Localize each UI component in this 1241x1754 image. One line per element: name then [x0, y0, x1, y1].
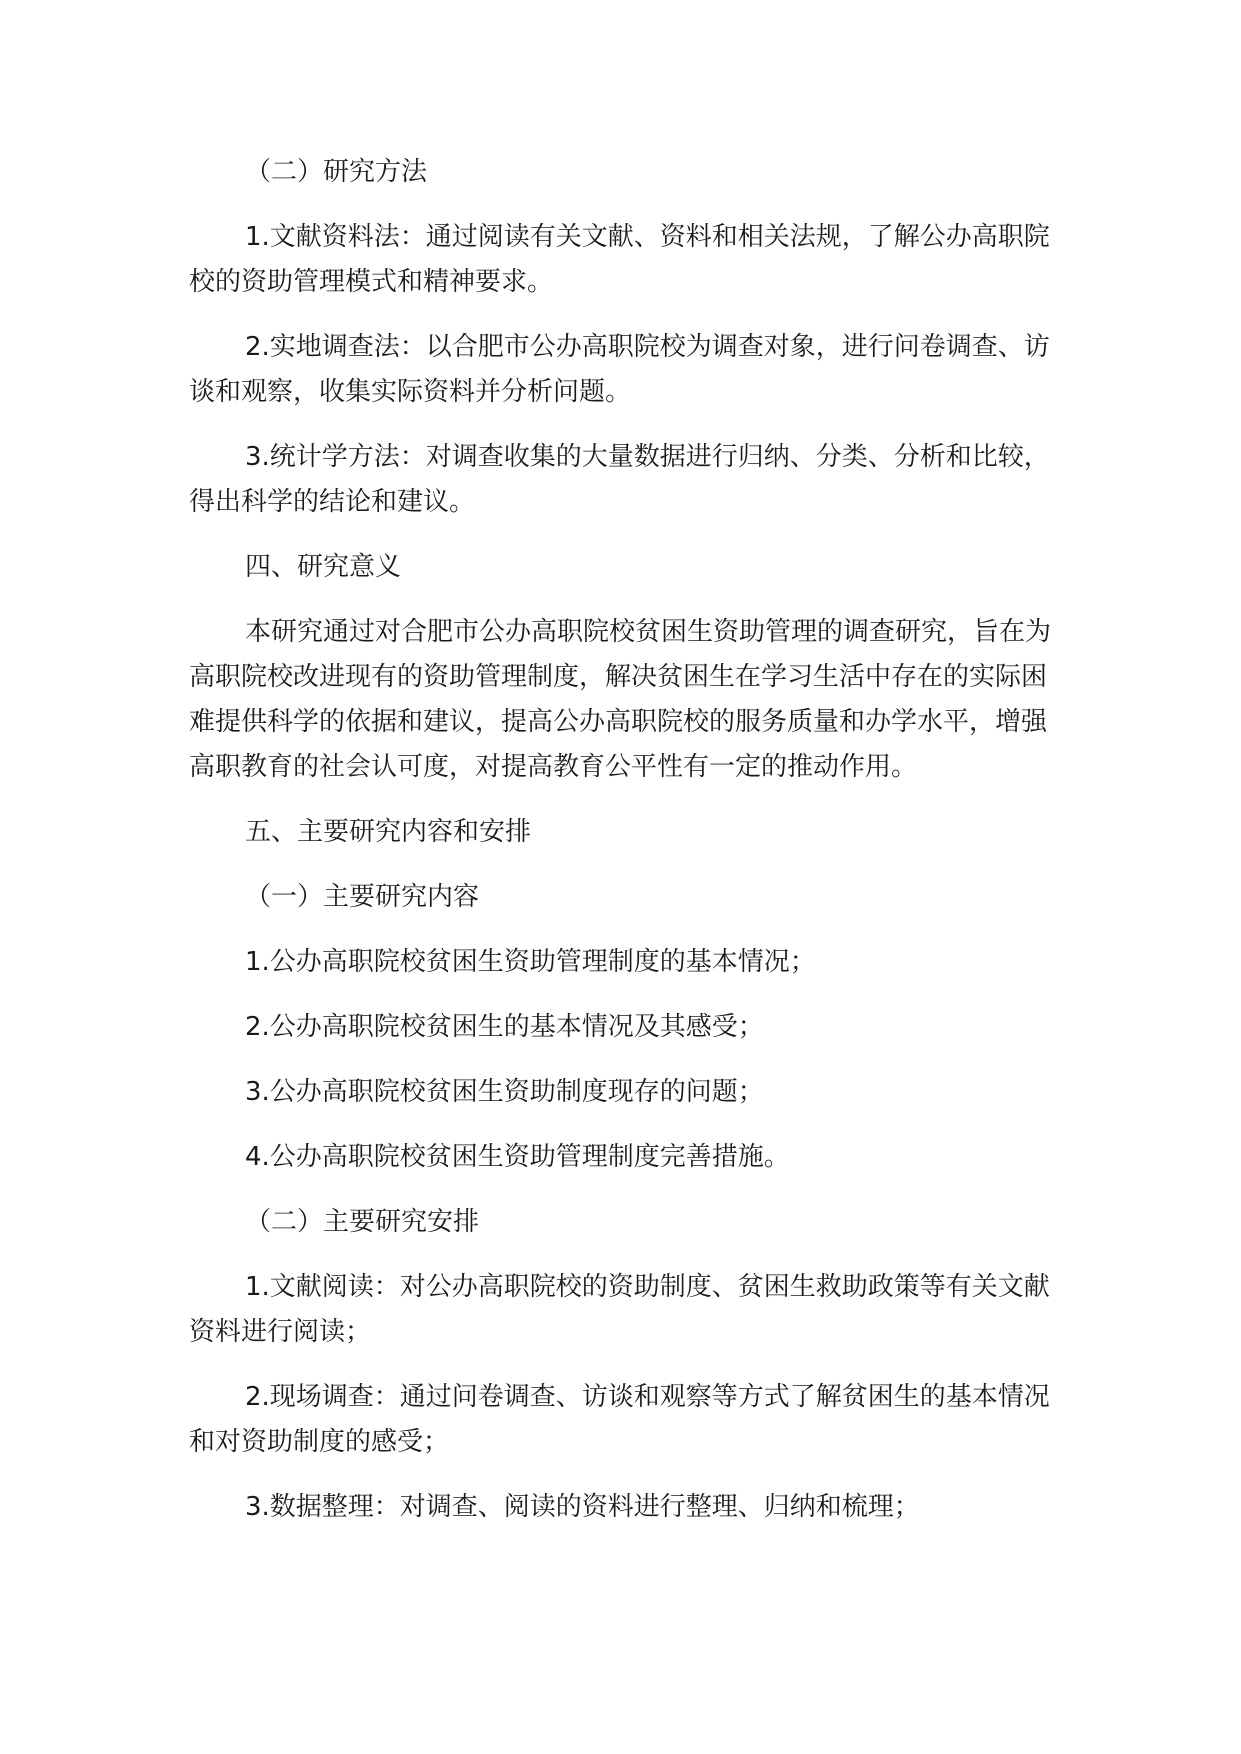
content-item-4: 4.公办高职院校贫困生资助管理制度完善措施。: [245, 1142, 790, 1172]
subheading-arrangement: （二）主要研究安排: [245, 1207, 480, 1237]
subheading-main-content: （一）主要研究内容: [245, 882, 480, 912]
method-statistics: 3.统计学方法：对调查收集的大量数据进行归纳、分类、分析和比较，得出科学的结论和建议。: [189, 442, 1050, 517]
subheading-research-methods: （二）研究方法: [245, 157, 428, 187]
heading-research-significance: 四、研究意义: [245, 552, 402, 582]
method-field-survey: 2.实地调查法：以合肥市公办高职院校为调查对象，进行问卷调查、访谈和观察，收集实际资料并分析问题。: [189, 332, 1050, 407]
content-item-3: 3.公办高职院校贫困生资助制度现存的问题；: [245, 1077, 764, 1107]
arrangement-item-1: 1.文献阅读：对公办高职院校的资助制度、贫困生救助政策等有关文献资料进行阅读；: [189, 1272, 1050, 1347]
arrangement-item-2: 2.现场调查：通过问卷调查、访谈和观察等方式了解贫困生的基本情况和对资助制度的感受；: [189, 1382, 1050, 1457]
content-item-2: 2.公办高职院校贫困生的基本情况及其感受；: [245, 1012, 764, 1042]
arrangement-item-3: 3.数据整理：对调查、阅读的资料进行整理、归纳和梳理；: [245, 1492, 920, 1522]
significance-text: 本研究通过对合肥市公办高职院校贫困生资助管理的调查研究，旨在为高职院校改进现有的资助管理制度，解决贫困生在学习生活中存在的实际困难提供科学的依据和建议，提高公办高职院校的服务质量和办学水平，增强高职教育的社会认可度，对提高教育公平性有一定的推动作用。: [189, 617, 1052, 782]
document-body: [189, 150, 1051, 1550]
method-literature: 1.文献资料法：通过阅读有关文献、资料和相关法规，了解公办高职院校的资助管理模式和精神要求。: [189, 222, 1050, 297]
content-item-1: 1.公办高职院校贫困生资助管理制度的基本情况；: [245, 947, 816, 977]
heading-main-content: 五、主要研究内容和安排: [245, 817, 532, 847]
